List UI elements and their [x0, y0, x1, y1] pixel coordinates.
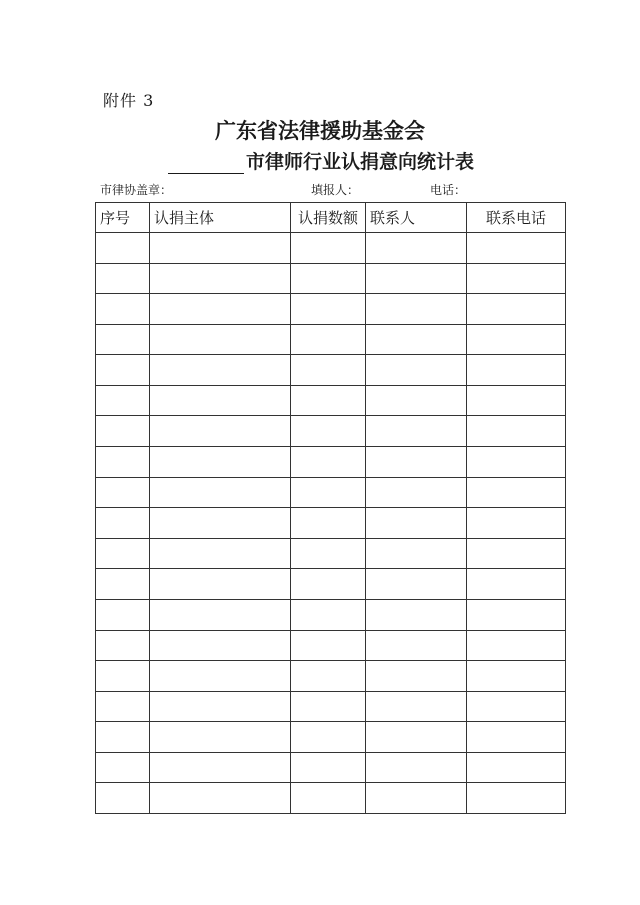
table-cell[interactable]: [291, 355, 366, 386]
table-cell[interactable]: [291, 691, 366, 722]
table-row: [96, 661, 566, 692]
table-cell[interactable]: [291, 569, 366, 600]
table-cell[interactable]: [96, 722, 150, 753]
table-cell[interactable]: [467, 630, 566, 661]
table-cell[interactable]: [150, 416, 291, 447]
table-body: [96, 233, 566, 814]
table-cell[interactable]: [96, 233, 150, 264]
table-cell[interactable]: [467, 477, 566, 508]
table-cell[interactable]: [366, 691, 467, 722]
phone-label: 电话：: [430, 183, 467, 197]
table-cell[interactable]: [291, 263, 366, 294]
table-cell[interactable]: [366, 508, 467, 539]
table-cell[interactable]: [96, 783, 150, 814]
stamp-label: 市律协盖章：: [100, 183, 173, 197]
table-row: [96, 722, 566, 753]
table-cell[interactable]: [96, 355, 150, 386]
table-cell[interactable]: [291, 661, 366, 692]
table-cell[interactable]: [150, 783, 291, 814]
table-cell[interactable]: [366, 233, 467, 264]
table-cell[interactable]: [467, 569, 566, 600]
table-cell[interactable]: [291, 385, 366, 416]
table-cell[interactable]: [291, 722, 366, 753]
table-cell[interactable]: [150, 722, 291, 753]
table-cell[interactable]: [291, 752, 366, 783]
table-cell[interactable]: [96, 447, 150, 478]
table-cell[interactable]: [467, 752, 566, 783]
table-cell[interactable]: [96, 569, 150, 600]
table-cell[interactable]: [366, 324, 467, 355]
table-row: [96, 477, 566, 508]
table-row: [96, 599, 566, 630]
table-row: [96, 691, 566, 722]
column-header-phone: 联系电话: [467, 203, 566, 233]
table-cell[interactable]: [150, 294, 291, 325]
table-cell[interactable]: [96, 294, 150, 325]
table-cell[interactable]: [366, 477, 467, 508]
table-cell[interactable]: [366, 722, 467, 753]
table-cell[interactable]: [150, 630, 291, 661]
table-row: [96, 630, 566, 661]
subtitle-text: 市律师行业认捐意向统计表: [246, 151, 475, 173]
pledge-table: [95, 202, 566, 814]
table-cell[interactable]: [366, 416, 467, 447]
column-header-amount: 认捐数额: [291, 203, 366, 233]
table-cell[interactable]: [150, 538, 291, 569]
table-cell[interactable]: [96, 538, 150, 569]
document-title: 广东省法律援助基金会: [215, 118, 425, 143]
table-cell[interactable]: [96, 508, 150, 539]
table-cell[interactable]: [366, 263, 467, 294]
table-cell[interactable]: [96, 416, 150, 447]
table-row: [96, 569, 566, 600]
table-cell[interactable]: [366, 630, 467, 661]
table-cell[interactable]: [150, 569, 291, 600]
table-cell[interactable]: [467, 783, 566, 814]
table-cell[interactable]: [467, 691, 566, 722]
table-cell[interactable]: [467, 324, 566, 355]
table-cell[interactable]: [366, 447, 467, 478]
table-cell[interactable]: [366, 355, 467, 386]
table-row: [96, 416, 566, 447]
table-cell[interactable]: [291, 508, 366, 539]
table-cell[interactable]: [467, 294, 566, 325]
table-row: [96, 538, 566, 569]
table-row: [96, 324, 566, 355]
table-cell[interactable]: [96, 385, 150, 416]
table-header-row: [96, 203, 566, 233]
table-cell[interactable]: [366, 752, 467, 783]
table-row: [96, 752, 566, 783]
table-cell[interactable]: [467, 355, 566, 386]
table-cell[interactable]: [291, 599, 366, 630]
table-cell[interactable]: [467, 538, 566, 569]
table-cell[interactable]: [150, 324, 291, 355]
table-cell[interactable]: [291, 447, 366, 478]
table-cell[interactable]: [150, 263, 291, 294]
table-cell[interactable]: [150, 477, 291, 508]
table-cell[interactable]: [467, 599, 566, 630]
column-header-contact: 联系人: [366, 203, 467, 233]
table-cell[interactable]: [467, 722, 566, 753]
table-cell[interactable]: [467, 263, 566, 294]
document-subtitle: [168, 147, 474, 174]
table-cell[interactable]: [150, 447, 291, 478]
table-cell[interactable]: [291, 324, 366, 355]
table-cell[interactable]: [96, 324, 150, 355]
table-cell[interactable]: [150, 691, 291, 722]
table-cell[interactable]: [467, 508, 566, 539]
table-row: [96, 783, 566, 814]
table-cell[interactable]: [150, 355, 291, 386]
table-cell[interactable]: [467, 447, 566, 478]
table-cell[interactable]: [467, 416, 566, 447]
table-cell[interactable]: [366, 569, 467, 600]
table-cell[interactable]: [291, 294, 366, 325]
table-row: [96, 355, 566, 386]
table-row: [96, 263, 566, 294]
table-cell[interactable]: [291, 630, 366, 661]
table-cell[interactable]: [150, 661, 291, 692]
table-cell[interactable]: [150, 508, 291, 539]
table-row: [96, 385, 566, 416]
table-cell[interactable]: [96, 661, 150, 692]
table-cell[interactable]: [96, 630, 150, 661]
table-cell[interactable]: [291, 477, 366, 508]
table-cell[interactable]: [291, 783, 366, 814]
table-cell[interactable]: [96, 752, 150, 783]
table-cell[interactable]: [366, 599, 467, 630]
table-cell[interactable]: [366, 783, 467, 814]
table-cell[interactable]: [291, 416, 366, 447]
column-header-donor: 认捐主体: [150, 203, 291, 233]
table-cell[interactable]: [467, 385, 566, 416]
table-cell[interactable]: [150, 599, 291, 630]
table-row: [96, 294, 566, 325]
table-cell[interactable]: [96, 263, 150, 294]
attachment-label: 附件 3: [103, 91, 155, 110]
table-cell[interactable]: [366, 538, 467, 569]
filler-label: 填报人：: [311, 183, 360, 197]
table-cell[interactable]: [467, 661, 566, 692]
table-row: [96, 233, 566, 264]
table-cell[interactable]: [366, 385, 467, 416]
table-cell[interactable]: [291, 538, 366, 569]
table-cell[interactable]: [467, 233, 566, 264]
table-cell[interactable]: [366, 661, 467, 692]
table-cell[interactable]: [291, 233, 366, 264]
column-header-index: 序号: [96, 203, 150, 233]
table-cell[interactable]: [150, 385, 291, 416]
table-cell[interactable]: [96, 691, 150, 722]
table-row: [96, 447, 566, 478]
table-cell[interactable]: [150, 752, 291, 783]
table-cell[interactable]: [96, 477, 150, 508]
table-cell[interactable]: [96, 599, 150, 630]
table-row: [96, 508, 566, 539]
table-cell[interactable]: [366, 294, 467, 325]
city-blank-line[interactable]: [168, 153, 244, 174]
table-cell[interactable]: [150, 233, 291, 264]
